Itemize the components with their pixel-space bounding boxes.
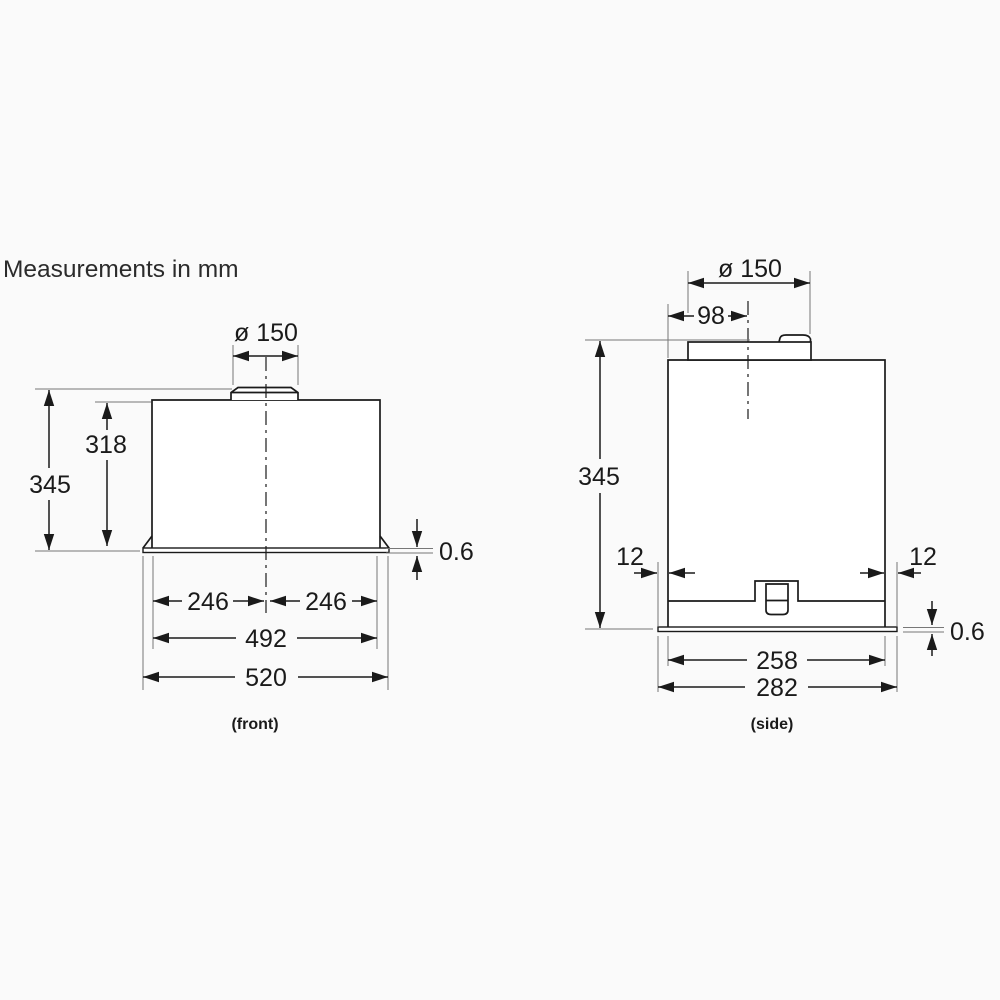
front-dim-half-widths xyxy=(153,588,377,616)
side-overhang-right-label: 12 xyxy=(909,543,937,571)
front-dim-duct-diameter xyxy=(233,319,298,356)
drawing-title: Measurements in mm xyxy=(3,256,239,283)
front-caption: (front) xyxy=(231,716,279,733)
front-dim-rim-width xyxy=(143,664,388,692)
front-duct-collar xyxy=(231,388,298,401)
front-view xyxy=(29,319,474,733)
front-body-width-label: 492 xyxy=(245,625,287,653)
side-rim-depth-label: 282 xyxy=(756,674,798,702)
side-dim-rim-depth xyxy=(658,674,897,702)
front-rim-width-label: 520 xyxy=(245,664,287,692)
side-duct-offset-label: 98 xyxy=(697,302,725,330)
side-duct-collar xyxy=(688,342,811,360)
side-dim-rim-thickness xyxy=(932,601,985,656)
side-dim-total-height xyxy=(578,341,620,628)
side-latch xyxy=(766,584,788,615)
side-duct-diameter-label: ø 150 xyxy=(718,255,782,283)
side-dim-duct-offset xyxy=(668,302,747,330)
front-half-width-left-label: 246 xyxy=(187,588,229,616)
side-bottom-rim xyxy=(658,627,897,632)
side-duct-damper-tab xyxy=(779,335,811,342)
front-total-height-label: 345 xyxy=(29,471,71,499)
front-body-height-label: 318 xyxy=(85,431,127,459)
side-view xyxy=(578,255,985,733)
front-dim-rim-thickness xyxy=(417,519,474,580)
front-rim-thickness-label: 0.6 xyxy=(439,538,474,566)
side-dim-duct-diameter xyxy=(688,255,810,283)
front-dim-body-height xyxy=(85,403,127,546)
front-dim-total-height xyxy=(29,390,71,550)
side-dim-body-depth xyxy=(668,647,885,675)
front-half-width-right-label: 246 xyxy=(305,588,347,616)
front-dim-body-width xyxy=(153,625,377,653)
side-overhang-left-label: 12 xyxy=(616,543,644,571)
side-total-height-label: 345 xyxy=(578,463,620,491)
front-duct-diameter-label: ø 150 xyxy=(234,319,298,347)
side-rim-thickness-label: 0.6 xyxy=(950,618,985,646)
side-body-depth-label: 258 xyxy=(756,647,798,675)
side-caption: (side) xyxy=(750,716,794,733)
